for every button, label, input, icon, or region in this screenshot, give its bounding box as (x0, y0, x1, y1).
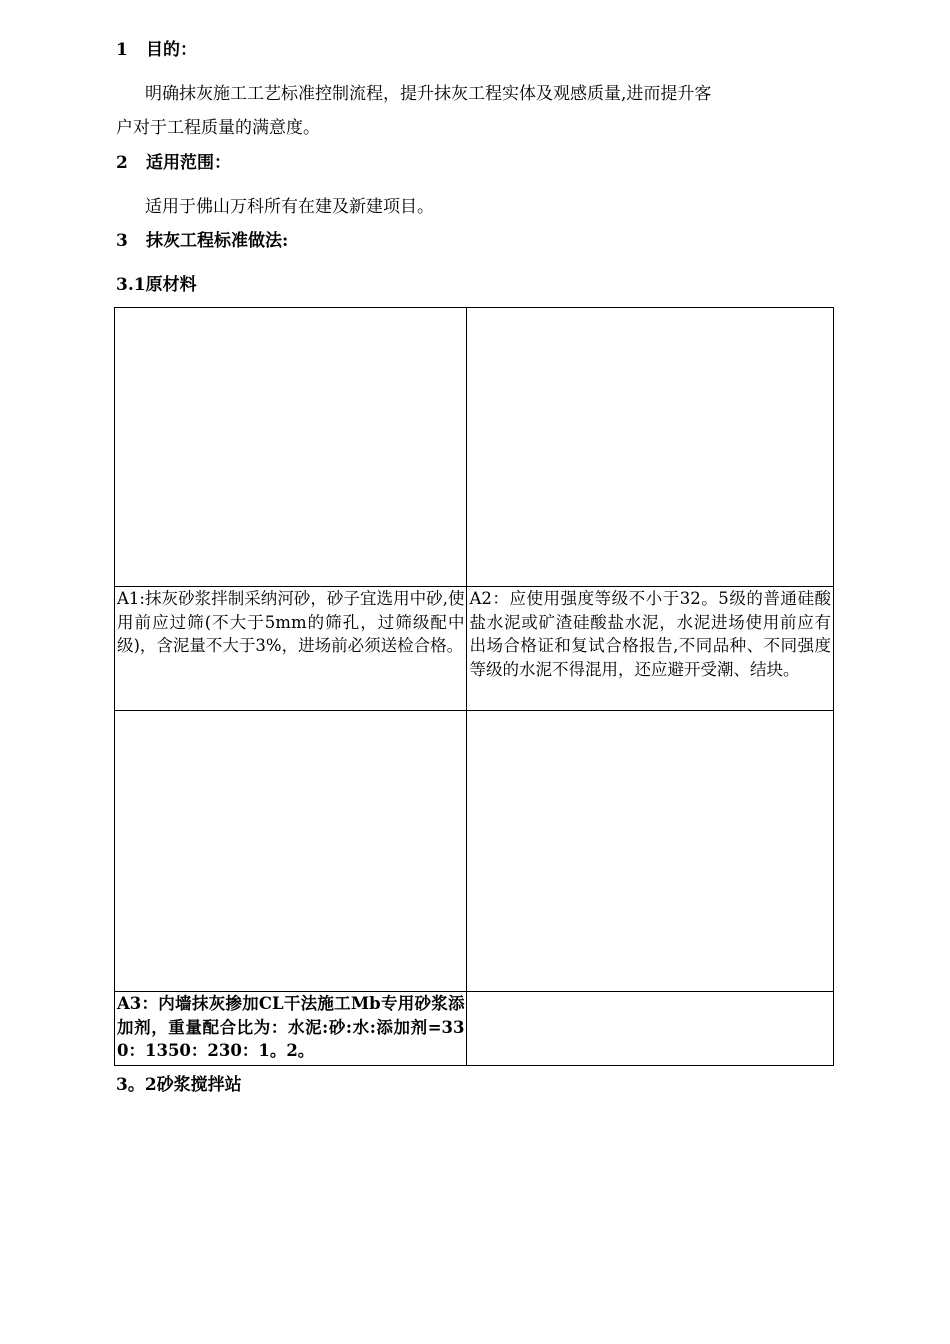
photo-placeholder-sand (115, 308, 467, 587)
section-3-title: 抹灰工程标准做法: (146, 231, 289, 251)
description-row-1 (115, 587, 834, 711)
cell-empty (467, 992, 834, 1066)
section-2-title: 适用范围： (146, 153, 231, 173)
photo-row-1 (115, 308, 834, 587)
cell-a2 (467, 587, 834, 711)
cell-a3 (115, 992, 467, 1066)
a2-text: A2：应使用强度等级不小于32。5级的普通硅酸盐水泥或矿渣硅酸盐水泥，水泥进场使用前应有出场合格证和复试合格报告,不同品种、不同强度等级的水泥不得混用，还应避开受潮、结块。 (469, 589, 831, 679)
section-1-number: 1 (116, 40, 128, 60)
a1-text: A1:抹灰砂浆拌制采纳河砂，砂子宜选用中砂,使用前应过筛(不大于5mm的筛孔，过筛级配中级)，含泥量不大于3%，进场前必须送检合格。 (117, 589, 465, 655)
cell-a1 (115, 587, 467, 711)
section-1-body-line-2: 户对于工程质量的满意度。 (116, 118, 320, 138)
section-3-1-heading: 3.1原材料 (116, 275, 197, 295)
description-row-2 (115, 992, 834, 1066)
section-2-heading (116, 153, 231, 173)
section-3-heading (116, 231, 288, 251)
section-3-2-heading: 3。2砂浆搅拌站 (116, 1075, 242, 1095)
section-3-number: 3 (116, 231, 128, 251)
section-1-heading (116, 40, 197, 60)
section-2-number: 2 (116, 153, 128, 173)
photo-row-2 (115, 711, 834, 992)
photo-placeholder-cement (467, 308, 834, 587)
photo-placeholder-additive (115, 711, 467, 992)
raw-materials-table (114, 307, 834, 1066)
section-1-title: 目的： (146, 40, 197, 60)
section-2-body: 适用于佛山万科所有在建及新建项目。 (145, 197, 434, 217)
a3-text: A3：内墙抹灰掺加CL干法施工Mb专用砂浆添加剂，重量配合比为：水泥:砂:水:添加剂=330：1350：230：1。2。 (117, 994, 465, 1060)
photo-placeholder-empty (467, 711, 834, 992)
section-1-body-line-1: 明确抹灰施工工艺标准控制流程，提升抹灰工程实体及观感质量,进而提升客 (145, 84, 712, 104)
